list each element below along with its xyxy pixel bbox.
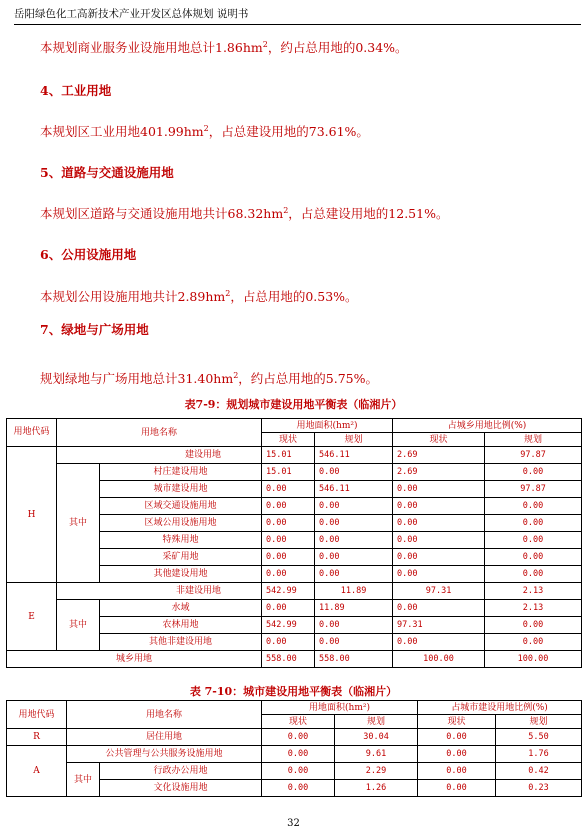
cell-ratio-plan: 0.00 bbox=[485, 617, 582, 634]
cell-area-plan: 11.89 bbox=[315, 600, 393, 617]
header-area: 用地面积(hm²) bbox=[262, 419, 393, 433]
row-name: 行政办公用地 bbox=[100, 763, 262, 780]
cell-ratio-plan: 0.00 bbox=[485, 498, 582, 515]
cell-area-plan: 558.00 bbox=[315, 651, 393, 668]
row-name: 公共管理与公共服务设施用地 bbox=[67, 746, 262, 763]
subgroup-label: 其中 bbox=[67, 763, 100, 797]
cell-area-now: 0.00 bbox=[262, 746, 335, 763]
row-code: R bbox=[7, 729, 67, 746]
table-row bbox=[7, 746, 582, 763]
cell-area-plan: 2.29 bbox=[335, 763, 418, 780]
cell-ratio-plan: 2.13 bbox=[485, 600, 582, 617]
group-code-h: H bbox=[7, 447, 57, 583]
paragraph-industrial: 本规划区工业用地$401.99hm^2$，占总建设用地的73.61%。 bbox=[40, 123, 369, 139]
cell-ratio-now: 100.00 bbox=[393, 651, 485, 668]
header-name: 用地名称 bbox=[57, 419, 262, 447]
row-name: 居住用地 bbox=[67, 729, 262, 746]
cell-area-plan: 0.00 bbox=[315, 634, 393, 651]
cell-area-now: 0.00 bbox=[262, 600, 315, 617]
cell-area-plan: 0.00 bbox=[315, 464, 393, 481]
heading-industrial: 4、工业用地 bbox=[40, 83, 112, 98]
cell-area-now: 542.99 bbox=[262, 617, 315, 634]
cell-area-now: 0.00 bbox=[262, 498, 315, 515]
cell-area-now: 0.00 bbox=[262, 729, 335, 746]
cell-area-plan: 0.00 bbox=[315, 566, 393, 583]
header-ratio-plan: 规划 bbox=[485, 433, 582, 447]
header-rule bbox=[14, 24, 581, 25]
page-number: 32 bbox=[287, 818, 300, 829]
row-name: 农林用地 bbox=[100, 617, 262, 634]
cell-area-now: 0.00 bbox=[262, 515, 315, 532]
cell-area-plan: 0.00 bbox=[315, 549, 393, 566]
cell-ratio-plan: 0.42 bbox=[496, 763, 582, 780]
heading-green-space: 7、绿地与广场用地 bbox=[40, 322, 149, 337]
cell-ratio-plan: 0.00 bbox=[485, 634, 582, 651]
cell-ratio-now: 0.00 bbox=[393, 532, 485, 549]
table-row bbox=[7, 464, 582, 481]
header-code: 用地代码 bbox=[7, 419, 57, 447]
cell-ratio-plan: 2.13 bbox=[485, 583, 582, 600]
cell-ratio-now: 0.00 bbox=[393, 634, 485, 651]
header-area-now: 现状 bbox=[262, 433, 315, 447]
cell-area-now: 15.01 bbox=[262, 447, 315, 464]
heading-transport: 5、道路与交通设施用地 bbox=[40, 165, 174, 180]
header-ratio: 占城市建设用地比例(%) bbox=[418, 701, 582, 715]
row-name: 建设用地 bbox=[57, 447, 262, 464]
row-name: 区域交通设施用地 bbox=[100, 498, 262, 515]
land-balance-table bbox=[6, 418, 582, 668]
header-ratio: 占城乡用地比例(%) bbox=[393, 419, 582, 433]
cell-area-plan: 546.11 bbox=[315, 447, 393, 464]
cell-ratio-plan: 100.00 bbox=[485, 651, 582, 668]
header-name: 用地名称 bbox=[67, 701, 262, 729]
table-row bbox=[7, 600, 582, 617]
cell-area-now: 558.00 bbox=[262, 651, 315, 668]
urban-land-balance-table bbox=[6, 700, 582, 797]
cell-ratio-now: 0.00 bbox=[393, 498, 485, 515]
cell-ratio-now: 2.69 bbox=[393, 464, 485, 481]
cell-ratio-plan: 0.00 bbox=[485, 515, 582, 532]
table-row bbox=[7, 447, 582, 464]
row-code: A bbox=[7, 746, 67, 797]
cell-area-now: 0.00 bbox=[262, 634, 315, 651]
row-name: 城市建设用地 bbox=[100, 481, 262, 498]
cell-ratio-plan: 1.76 bbox=[496, 746, 582, 763]
cell-ratio-now: 0.00 bbox=[418, 746, 496, 763]
cell-ratio-plan: 0.00 bbox=[485, 532, 582, 549]
header-code: 用地代码 bbox=[7, 701, 67, 729]
cell-area-now: 542.99 bbox=[262, 583, 315, 600]
group-code-e: E bbox=[7, 583, 57, 651]
cell-ratio-now: 0.00 bbox=[393, 549, 485, 566]
cell-area-plan: 0.00 bbox=[315, 515, 393, 532]
cell-ratio-plan: 97.87 bbox=[485, 481, 582, 498]
paragraph-green-space: 规划绿地与广场用地总计$31.40hm^2$，约占总用地的5.75%。 bbox=[40, 370, 379, 386]
cell-ratio-now: 0.00 bbox=[393, 481, 485, 498]
page-header: 岳阳绿色化工高新技术产业开发区总体规划 说明书 bbox=[14, 8, 249, 20]
header-area-plan: 规划 bbox=[315, 433, 393, 447]
paragraph-commercial: 本规划商业服务业设施用地总计$1.86hm^2$，约占总用地的0.34%。 bbox=[40, 39, 408, 55]
row-name: 特殊用地 bbox=[100, 532, 262, 549]
row-name: 其他非建设用地 bbox=[100, 634, 262, 651]
row-name: 水域 bbox=[100, 600, 262, 617]
cell-ratio-plan: 97.87 bbox=[485, 447, 582, 464]
cell-ratio-now: 0.00 bbox=[418, 780, 496, 797]
header-ratio-now: 现状 bbox=[418, 715, 496, 729]
cell-area-now: 0.00 bbox=[262, 566, 315, 583]
cell-ratio-now: 0.00 bbox=[418, 763, 496, 780]
paragraph-transport: 本规划区道路与交通设施用地共计$68.32hm^2$，占总建设用地的12.51%。 bbox=[40, 205, 449, 221]
cell-area-now: 15.01 bbox=[262, 464, 315, 481]
cell-ratio-plan: 0.00 bbox=[485, 566, 582, 583]
cell-ratio-plan: 0.00 bbox=[485, 464, 582, 481]
row-name: 文化设施用地 bbox=[100, 780, 262, 797]
cell-ratio-plan: 0.00 bbox=[485, 549, 582, 566]
cell-area-plan: 0.00 bbox=[315, 617, 393, 634]
cell-area-plan: 9.61 bbox=[335, 746, 418, 763]
cell-ratio-now: 0.00 bbox=[418, 729, 496, 746]
header-ratio-now: 现状 bbox=[393, 433, 485, 447]
header-area: 用地面积(hm²) bbox=[262, 701, 418, 715]
row-name: 村庄建设用地 bbox=[100, 464, 262, 481]
cell-ratio-now: 0.00 bbox=[393, 566, 485, 583]
row-name: 区域公用设施用地 bbox=[100, 515, 262, 532]
cell-ratio-now: 97.31 bbox=[393, 583, 485, 600]
table1-caption: 表7-9：规划城市建设用地平衡表（临湘片） bbox=[184, 398, 403, 411]
table-row bbox=[7, 763, 582, 780]
cell-ratio-plan: 5.50 bbox=[496, 729, 582, 746]
header-ratio-plan: 规划 bbox=[496, 715, 582, 729]
cell-ratio-now: 0.00 bbox=[393, 600, 485, 617]
cell-ratio-plan: 0.23 bbox=[496, 780, 582, 797]
cell-area-plan: 0.00 bbox=[315, 532, 393, 549]
cell-area-plan: 0.00 bbox=[315, 498, 393, 515]
cell-area-now: 0.00 bbox=[262, 763, 335, 780]
row-name: 城乡用地 bbox=[7, 651, 262, 668]
header-area-plan: 规划 bbox=[335, 715, 418, 729]
subgroup-label: 其中 bbox=[57, 600, 100, 651]
cell-area-now: 0.00 bbox=[262, 481, 315, 498]
paragraph-utilities: 本规划公用设施用地共计$2.89hm^2$，占总用地的0.53%。 bbox=[40, 288, 358, 304]
cell-area-plan: 30.04 bbox=[335, 729, 418, 746]
subgroup-label: 其中 bbox=[57, 464, 100, 583]
cell-ratio-now: 2.69 bbox=[393, 447, 485, 464]
row-name: 其他建设用地 bbox=[100, 566, 262, 583]
cell-area-plan: 1.26 bbox=[335, 780, 418, 797]
cell-area-plan: 11.89 bbox=[315, 583, 393, 600]
table-row bbox=[7, 729, 582, 746]
table-row bbox=[7, 583, 582, 600]
heading-utilities: 6、公用设施用地 bbox=[40, 247, 137, 262]
cell-area-now: 0.00 bbox=[262, 532, 315, 549]
row-name: 采矿用地 bbox=[100, 549, 262, 566]
cell-ratio-now: 97.31 bbox=[393, 617, 485, 634]
cell-ratio-now: 0.00 bbox=[393, 515, 485, 532]
cell-area-plan: 546.11 bbox=[315, 481, 393, 498]
header-area-now: 现状 bbox=[262, 715, 335, 729]
cell-area-now: 0.00 bbox=[262, 549, 315, 566]
cell-area-now: 0.00 bbox=[262, 780, 335, 797]
table2-caption: 表 7-10：城市建设用地平衡表（临湘片） bbox=[189, 685, 398, 698]
table-row bbox=[7, 651, 582, 668]
row-name: 非建设用地 bbox=[57, 583, 262, 600]
